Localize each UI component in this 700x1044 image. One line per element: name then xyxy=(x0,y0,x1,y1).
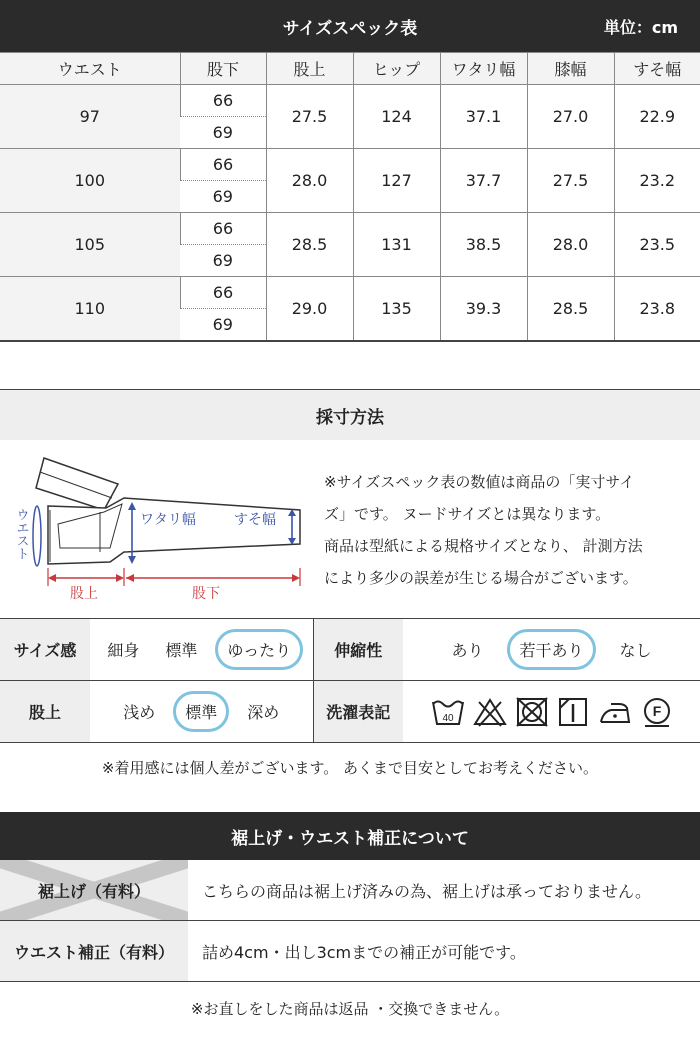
alteration-table xyxy=(0,860,700,982)
size-feel-label: サイズ感 xyxy=(0,619,90,681)
header-thigh: ワタリ幅 xyxy=(440,53,527,85)
cell-inseam: 66 xyxy=(180,85,266,117)
cell-knee: 28.5 xyxy=(527,277,614,342)
note-line: ※サイズスペック表の数値は商品の「実寸サイ xyxy=(324,473,635,491)
cell-hem: 23.2 xyxy=(614,149,700,213)
note-line: により多少の誤差が生じる場合がございます。 xyxy=(324,569,638,587)
cell-thigh: 38.5 xyxy=(440,213,527,277)
wash-temp: 40 xyxy=(441,712,454,724)
spec-table xyxy=(0,52,700,342)
cell-thigh: 37.7 xyxy=(440,149,527,213)
diagram-hem-label: すそ幅 xyxy=(234,511,276,527)
rise-option-standard-selected: 標準 xyxy=(173,691,229,732)
cell-rise: 28.0 xyxy=(266,149,353,213)
alteration-title: 裾上げ・ウエスト補正について xyxy=(231,828,469,849)
diagram-rise-label: 股上 xyxy=(70,585,98,601)
diagram-inseam-label: 股下 xyxy=(192,585,220,601)
iron-low-icon xyxy=(597,696,633,728)
cell-inseam: 69 xyxy=(180,181,266,213)
note-line: 商品は型紙による規格サイズとなり、 計測方法 xyxy=(324,537,643,555)
measure-title: 採寸方法 xyxy=(316,407,384,428)
hem-alteration-value: こちらの商品は裾上げ済みの為、裾上げは承っておりません。 xyxy=(188,860,700,921)
spec-title: サイズスペック表 xyxy=(282,18,418,39)
cell-hem: 23.8 xyxy=(614,277,700,342)
fit-row xyxy=(0,619,700,681)
size-option-loose-selected: ゆったり xyxy=(215,629,303,670)
header-rise: 股上 xyxy=(266,53,353,85)
cell-waist: 110 xyxy=(0,277,180,342)
cell-thigh: 37.1 xyxy=(440,85,527,149)
no-tumble-dry-icon xyxy=(515,696,549,728)
stretch-option-none: なし xyxy=(619,641,652,660)
stretch-label: 伸縮性 xyxy=(313,619,403,681)
table-row xyxy=(0,860,700,921)
cell-rise: 27.5 xyxy=(266,85,353,149)
cell-thigh: 39.3 xyxy=(440,277,527,342)
cell-knee: 27.0 xyxy=(527,85,614,149)
fit-table xyxy=(0,618,700,743)
cell-waist: 97 xyxy=(0,85,180,149)
line-dry-icon xyxy=(557,696,589,728)
cell-waist: 105 xyxy=(0,213,180,277)
measure-note xyxy=(324,466,690,594)
rise-options xyxy=(90,681,313,743)
table-row xyxy=(0,213,700,245)
cell-hip: 124 xyxy=(353,85,440,149)
dry-clean-f-icon xyxy=(641,696,673,728)
alteration-title-bar xyxy=(0,812,700,860)
fit-caution: ※着用感には個人差がございます。 あくまで目安としてお考えください。 xyxy=(101,759,599,777)
cell-waist: 100 xyxy=(0,149,180,213)
cell-inseam: 69 xyxy=(180,245,266,277)
cell-hem: 22.9 xyxy=(614,85,700,149)
hem-alteration-text: 裾上げ（有料） xyxy=(37,881,150,901)
spec-title-bar xyxy=(0,0,700,52)
cell-inseam: 66 xyxy=(180,149,266,181)
dry-clean-letter: F xyxy=(652,702,661,719)
wash-label: 洗濯表記 xyxy=(313,681,403,743)
cell-inseam: 66 xyxy=(180,277,266,309)
no-bleach-icon xyxy=(473,696,507,728)
size-option-standard: 標準 xyxy=(165,641,198,660)
hem-alteration-label xyxy=(0,860,188,921)
cell-hip: 127 xyxy=(353,149,440,213)
waist-alteration-label: ウエスト補正（有料） xyxy=(0,921,188,982)
diagram-waist-label: ウエスト xyxy=(14,508,30,560)
cell-inseam: 69 xyxy=(180,117,266,149)
cell-hip: 131 xyxy=(353,213,440,277)
rise-option-shallow: 浅め xyxy=(123,703,156,722)
table-row xyxy=(0,85,700,117)
cell-inseam: 69 xyxy=(180,309,266,342)
wash-40-icon xyxy=(431,696,465,728)
header-inseam: 股下 xyxy=(180,53,266,85)
stretch-option-slight-selected: 若干あり xyxy=(507,629,595,670)
size-option-slim: 細身 xyxy=(107,641,140,660)
measure-title-bar xyxy=(0,389,700,440)
cell-hem: 23.5 xyxy=(614,213,700,277)
alteration-footer: ※お直しをした商品は返品 ・交換できません。 xyxy=(190,1000,510,1018)
header-hip: ヒップ xyxy=(353,53,440,85)
stretch-options xyxy=(403,619,700,681)
cell-knee: 27.5 xyxy=(527,149,614,213)
cell-inseam: 66 xyxy=(180,213,266,245)
size-feel-options xyxy=(90,619,313,681)
waist-alteration-value: 詰め4cm・出し3cmまでの補正が可能です。 xyxy=(188,921,700,982)
fit-row xyxy=(0,681,700,743)
cell-rise: 28.5 xyxy=(266,213,353,277)
stretch-option-yes: あり xyxy=(451,641,484,660)
header-waist: ウエスト xyxy=(0,53,180,85)
header-knee: 膝幅 xyxy=(527,53,614,85)
cell-hip: 135 xyxy=(353,277,440,342)
table-row xyxy=(0,149,700,181)
note-line: ズ」です。 ヌードサイズとは異なります。 xyxy=(324,505,611,523)
spec-header-row xyxy=(0,53,700,85)
rise-option-deep: 深め xyxy=(247,703,280,722)
diagram-thigh-label: ワタリ幅 xyxy=(140,511,196,527)
wash-icons xyxy=(403,681,700,743)
spec-unit: 単位：cm xyxy=(603,17,678,37)
header-hem: すそ幅 xyxy=(614,53,700,85)
pants-diagram xyxy=(0,452,320,612)
cell-knee: 28.0 xyxy=(527,213,614,277)
table-row xyxy=(0,277,700,309)
rise-label: 股上 xyxy=(0,681,90,743)
cell-rise: 29.0 xyxy=(266,277,353,342)
table-row xyxy=(0,921,700,982)
